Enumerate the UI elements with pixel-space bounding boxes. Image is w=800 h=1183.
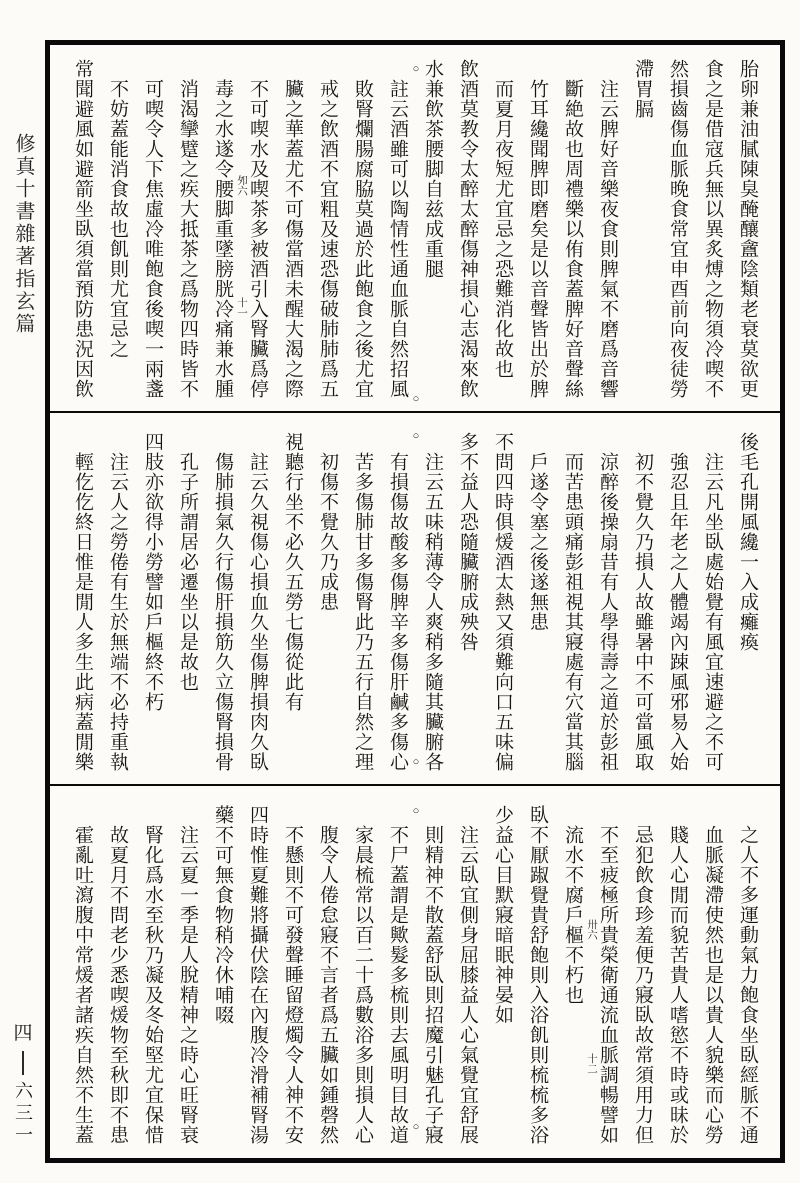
text-column: 常聞避風如避箭坐臥須當預防患況因飲 [72, 59, 93, 399]
volume-number: 四 [13, 1023, 33, 1044]
text-column: 多不益人恐隨臟腑成殃咎 [457, 432, 478, 652]
text-column: 不尸蓋謂是歟髮多梳則去風明目故道 [387, 825, 408, 1145]
text-column: 可喫令人下焦虛冷唯飽食後喫一兩盞 [142, 79, 163, 399]
text-column: 注云五味稍薄令人爽稍多隨其臟腑各 [422, 452, 443, 772]
text-column: 不問四時俱煖酒太熱又須難向口五味偏 [492, 432, 513, 772]
book-spine-title: 修真十書雜著指玄篇 [12, 133, 34, 336]
section-divider [50, 784, 780, 786]
segment-circle-mark: ○ [410, 393, 422, 405]
text-column: 而苦患頭痛彭祖視其寢處有穴當其腦 [562, 452, 583, 772]
text-column: 後毛孔開風纔一入成癱瘓 [737, 432, 758, 652]
text-column: 有損傷故酸多傷脾辛多傷肝鹹多傷心 [387, 452, 408, 772]
section-divider [50, 411, 780, 413]
segment-circle-mark: ○ [410, 805, 422, 817]
folio-number-note: 十二 [586, 1053, 597, 1074]
section-middle [50, 418, 780, 781]
text-column: 戒之飲酒不宜粗及速恐傷破肺肺爲五 [317, 79, 338, 399]
text-column: 注云脾好音樂夜食則脾氣不磨爲音響 [597, 79, 618, 399]
text-column: 注云凡坐臥處始覺有風宜速避之不可 [702, 452, 723, 772]
text-column: 臟之華蓋尤不可傷當酒未醒大渴之際 [282, 79, 303, 399]
text-column: 水兼飲茶腰脚自兹成重腿 [422, 59, 443, 279]
folio-number-note: 卅六 [586, 919, 597, 940]
text-column: 消渴攣躄之疾大抵茶之爲物四時皆不 [177, 79, 198, 399]
folio-number-note: 十一 [236, 297, 247, 318]
text-column: 視聽行坐不必久五勞七傷從此有 [282, 432, 303, 712]
text-column: 四時惟夏難將攝伏陰在內腹冷滑補腎湯 [247, 805, 268, 1145]
text-column: 少益心目默寢暗眠神晏如 [492, 805, 513, 1025]
text-column: 而夏月夜短尤宜忌之恐難消化故也 [492, 79, 513, 379]
text-column: 不可喫水及喫茶多被酒引入腎臟爲停 [247, 79, 268, 399]
text-column: 故夏月不問老少悉喫煖物至秋即不患 [107, 825, 128, 1145]
text-column: 竹耳纔聞脾即磨矣是以音聲皆出於脾 [527, 79, 548, 399]
text-column: 胎卵兼油膩陳臭醃釀盦陰類老衰莫欲更 [737, 59, 758, 399]
text-column: 不懸則不可發聲睡留燈燭令人神不安 [282, 825, 303, 1145]
text-column: 孔子所謂居必遷坐以是故也 [177, 452, 198, 692]
text-column: 戶遂令塞之後遂無患 [527, 452, 548, 632]
section-bottom [50, 791, 780, 1158]
segment-circle-mark: ○ [410, 430, 422, 442]
text-column: 血脈凝滯使然也是以貴人貌樂而心勞 [702, 825, 723, 1145]
text-column: 涼醉後操扇昔有人學得壽之道於彭祖 [597, 452, 618, 772]
text-column: 則精神不散蓋舒臥則招魔引魅孔子寢 [422, 825, 443, 1145]
page-number: 六三一 [13, 1081, 33, 1147]
text-column: 然損齒傷血脈晚食常宜申酉前向夜徒勞 [667, 59, 688, 399]
text-column: 流水不腐戶樞不朽也 [562, 825, 583, 1005]
text-column: 不至疲極所貴榮衛通流血脈調暢譬如 [597, 825, 618, 1145]
text-column: 註云酒雖可以陶情性通血脈自然招風 [387, 79, 408, 399]
text-column: 敗腎爛腸腐脇莫過於此飽食之後尤宜 [352, 79, 373, 399]
text-column: 傷肺損氣久行傷肝損筋久立傷腎損骨 [212, 452, 233, 772]
folio-number-note: 夘六 [236, 175, 247, 196]
text-column: 藥不可無食物稍冷休哺啜 [212, 805, 233, 1025]
text-column: 輕仡仡終日惟是閒人多生此病蓋閒樂 [72, 452, 93, 772]
text-column: 忌犯飲食珍羞便乃寢臥故常須用力但 [632, 825, 653, 1145]
text-column: 四肢亦欲得小勞譬如戶樞終不朽 [142, 432, 163, 712]
segment-circle-mark: ○ [410, 63, 422, 75]
text-column: 毒之水遂令腰脚重墜膀胱冷痛兼水腫 [212, 79, 233, 399]
text-column: 注云夏一季是人脫精神之時心旺腎衰 [177, 825, 198, 1145]
text-column: 之人不多運動氣力飽食坐臥經脈不通 [737, 825, 758, 1145]
text-column: 腎化爲水至秋乃凝及冬始堅尤宜保惜 [142, 825, 163, 1145]
text-column: 苦多傷肺甘多傷腎此乃五行自然之理 [352, 452, 373, 772]
text-column: 霍亂吐瀉腹中常煖者諸疾自然不生蓋 [72, 825, 93, 1145]
text-column: 初傷不覺久乃成患 [317, 452, 338, 612]
page-frame [45, 40, 785, 1163]
volume-page-number [6, 1018, 40, 1147]
text-column: 註云久視傷心損血久坐傷脾損肉久臥 [247, 452, 268, 772]
text-column: 強忍且年老之人體竭內踈風邪易入始 [667, 452, 688, 772]
segment-circle-mark: ○ [410, 1121, 422, 1133]
text-column: 賤人心閒而貌苦貴人嗜慾不時或昧於 [667, 825, 688, 1145]
text-column: 注云人之勞倦有生於無端不必持重執 [107, 452, 128, 772]
text-column: 家晨梳常以百二十爲數浴多則損人心 [352, 825, 373, 1145]
text-column: 食之是借寇兵無以異炙煿之物須冷喫不 [702, 59, 723, 399]
segment-circle-mark: ○ [410, 756, 422, 768]
text-column: 注云臥宜側身屈膝益人心氣覺宜舒展 [457, 825, 478, 1145]
text-column: 不妨蓋能消食故也飢則尤宜忌之 [107, 79, 128, 359]
text-column: 滯胃膈 [632, 59, 653, 119]
text-column: 飲酒莫教令太醉太醉傷神損心志渴來飲 [457, 59, 478, 399]
text-column: 腹令人倦怠寢不言者爲五臟如鍾磬然 [317, 825, 338, 1145]
text-column: 臥不厭踧覺貴舒飽則入浴飢則梳梳多浴 [527, 805, 548, 1145]
text-column: 斷絶故也周禮樂以侑食蓋脾好音聲絲 [562, 79, 583, 399]
page-number-dash [22, 1051, 24, 1075]
section-top [50, 45, 780, 408]
text-column: 初不覺久乃損人故雖暑中不可當風取 [632, 452, 653, 772]
